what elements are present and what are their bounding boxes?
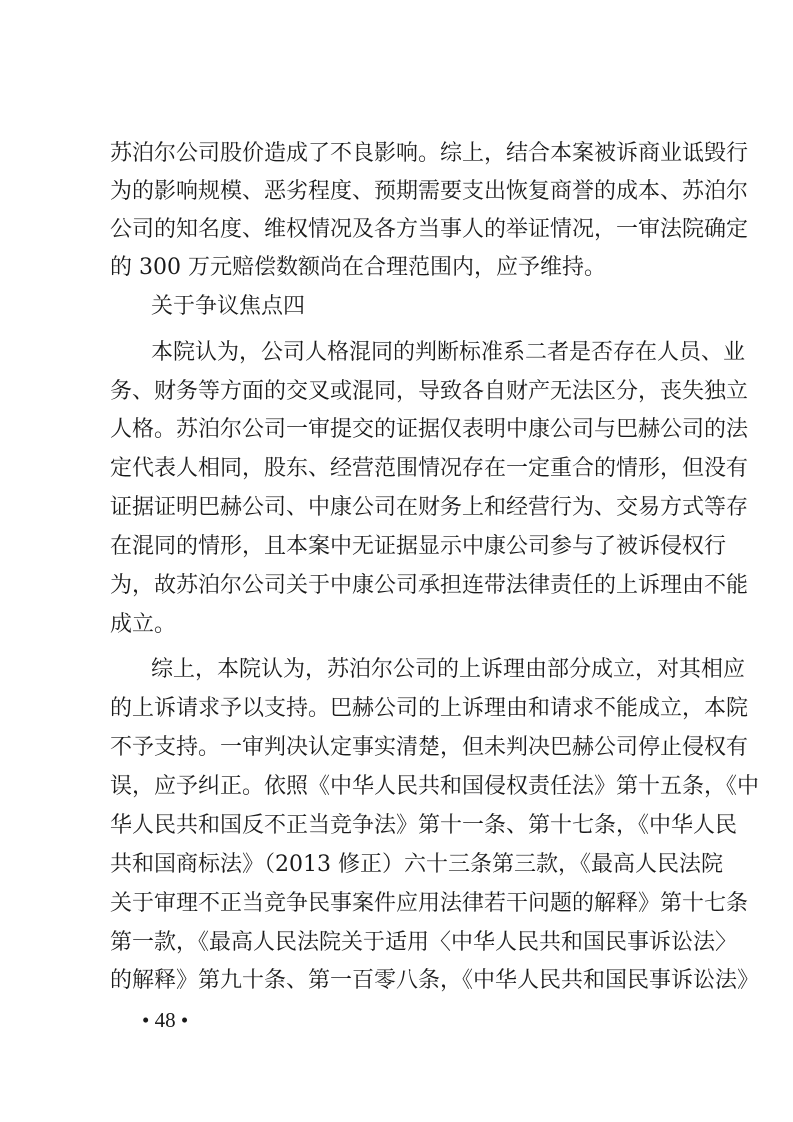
text-line: 为的影响规模、恶劣程度、预期需要支出恢复商誉的成本、苏泊尔 (110, 179, 749, 204)
text-line: 共和国商标法》（2013 修正）六十三条第三款，《最高人民法院 (110, 852, 723, 877)
text-line: 本院认为，公司人格混同的判断标准系二者是否存在人员、业 (151, 340, 746, 365)
text-line: 苏泊尔公司股价造成了不良影响。综上，结合本案被诉商业诋毁行 (110, 141, 749, 166)
text-line: 证据证明巴赫公司、中康公司在财务上和经营行为、交易方式等存 (110, 495, 749, 520)
text-line: 不予支持。一审判决认定事实清楚，但未判决巴赫公司停止侵权有 (110, 735, 749, 760)
text-line: 第一款，《最高人民法院关于适用〈中华人民共和国民事诉讼法〉 (110, 930, 738, 955)
text-line: 在混同的情形，且本案中无证据显示中康公司参与了被诉侵权行 (110, 534, 727, 559)
text-line: 的上诉请求予以支持。巴赫公司的上诉理由和请求不能成立，本院 (110, 696, 749, 721)
section-heading: 关于争议焦点四 (151, 294, 306, 319)
text-line: 成立。 (110, 612, 177, 637)
text-line: 综上，本院认为，苏泊尔公司的上诉理由部分成立，对其相应 (151, 657, 746, 682)
text-line: 的 300 万元赔偿数额尚在合理范围内，应予维持。 (110, 255, 606, 280)
text-line: 华人民共和国反不正当竞争法》第十一条、第十七条，《中华人民 (110, 813, 738, 838)
text-line: 误，应予纠正。依照《中华人民共和国侵权责任法》第十五条，《中 (110, 774, 760, 799)
text-line: 定代表人相同，股东、经营范围情况存在一定重合的情形，但没有 (110, 456, 749, 481)
text-line: 关于审理不正当竞争民事案件应用法律若干问题的解释》第十七条 (110, 891, 749, 916)
text-line: 的解释》第九十条、第一百零八条，《中华人民共和国民事诉讼法》 (110, 968, 760, 993)
text-line: 人格。苏泊尔公司一审提交的证据仅表明中康公司与巴赫公司的法 (110, 417, 749, 442)
text-line: 务、财务等方面的交叉或混同，导致各自财产无法区分，丧失独立 (110, 379, 749, 404)
text-line: 为，故苏泊尔公司关于中康公司承担连带法律责任的上诉理由不能 (110, 573, 749, 598)
page-number: • 48 • (142, 1008, 189, 1032)
text-line: 公司的知名度、维权情况及各方当事人的举证情况，一审法院确定 (110, 217, 749, 242)
